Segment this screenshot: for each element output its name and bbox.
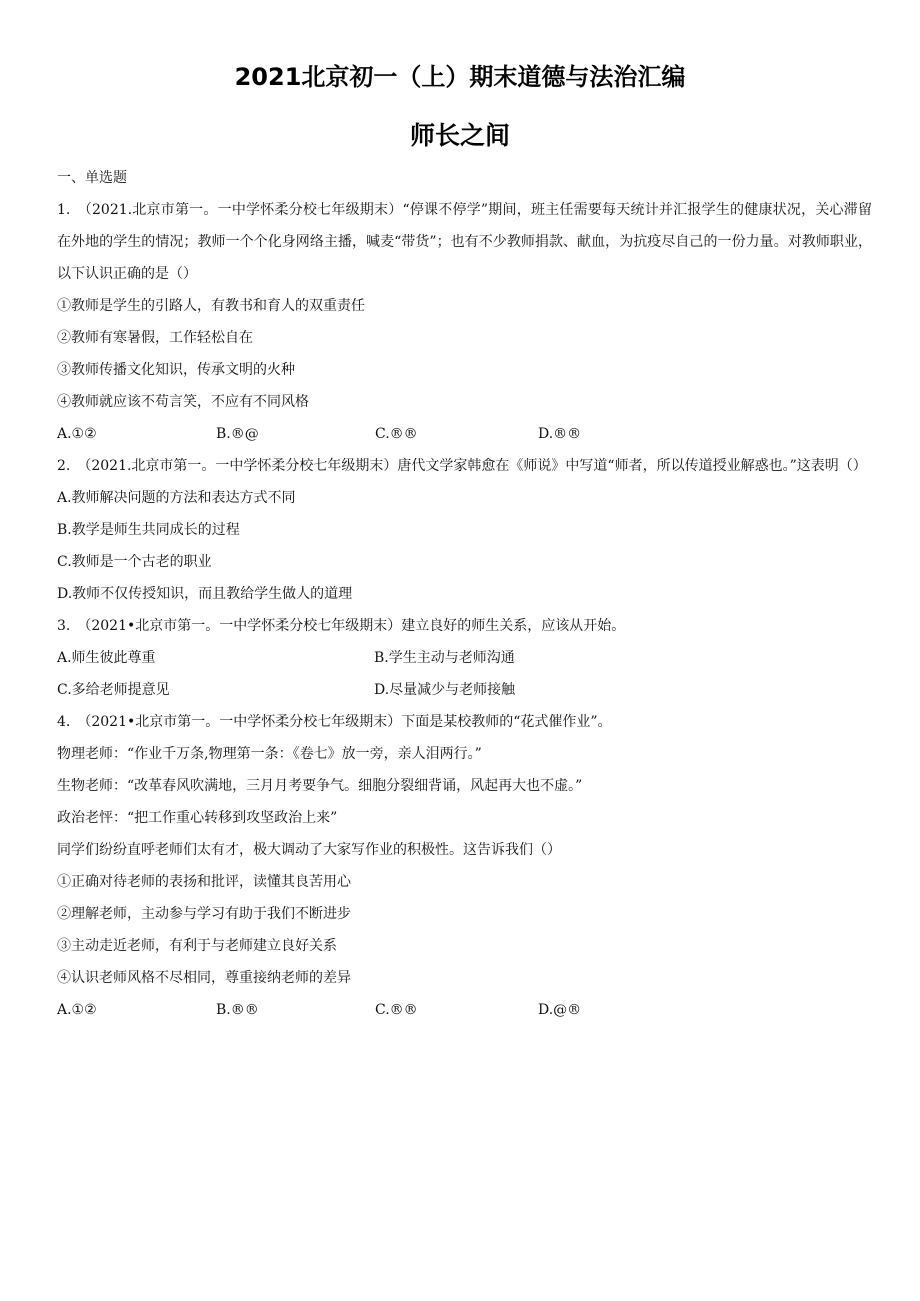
question-list — [57, 162, 872, 1026]
question-1-options — [57, 418, 872, 450]
question-4-item: ④认识老师风格不尽相同，尊重接纳老师的差异 — [57, 970, 351, 986]
option-b[interactable]: B.学生主动与老师沟通 — [374, 650, 515, 666]
option-b[interactable]: B.®® — [216, 1002, 259, 1018]
option-b[interactable]: B.®@ — [216, 426, 259, 442]
option-c[interactable]: C.教师是一个古老的职业 — [57, 554, 212, 570]
document-subtitle: 师长之间 — [409, 121, 510, 150]
question-1-item: ②教师有寒暑假，工作轻松自在 — [57, 330, 253, 346]
option-d[interactable]: D.尽量减少与老师接触 — [374, 682, 516, 698]
question-4-item: ①正确对待老师的表扬和批评，读懂其良苦用心 — [57, 874, 351, 890]
question-1-item: ④教师就应该不苟言笑，不应有不同风格 — [57, 394, 309, 410]
question-4-stem: 4. （2021•北京市第一。一中学怀柔分校七年级期末）下面是某校教师的“花式催作业”。 — [57, 714, 612, 730]
section-heading: 一、单选题 — [57, 170, 127, 186]
question-4-quote: 生物老师：“改革春风吹满地，三月月考要争气。细胞分裂细背诵，风起再大也不虚。” — [57, 778, 583, 794]
question-4-item: ③主动走近老师，有利于与老师建立良好关系 — [57, 938, 337, 954]
question-3-options-row-2 — [57, 674, 872, 706]
option-c[interactable]: C.®® — [375, 426, 418, 442]
option-a[interactable]: A.①② — [57, 1002, 97, 1018]
question-3-options-row-1 — [57, 642, 872, 674]
document-title: 2021北京初一（上）期末道德与法治汇编 — [234, 63, 686, 91]
option-a[interactable]: A.师生彼此尊重 — [57, 650, 156, 666]
option-d[interactable]: D.教师不仅传授知识，而且教给学生做人的道理 — [57, 586, 353, 602]
option-d[interactable]: D.®® — [538, 426, 582, 442]
question-2-stem: 2. （2021.北京市第一。一中学怀柔分校七年级期末）唐代文学家韩愈在《师说》中写道“师者，所以传道授业解惑也。”这表明（） — [57, 458, 867, 474]
question-4-item: ②理解老师，主动参与学习有助于我们不断进步 — [57, 906, 351, 922]
question-1-item: ③教师传播文化知识，传承文明的火种 — [57, 362, 295, 378]
option-c[interactable]: C.®® — [375, 1002, 418, 1018]
option-a[interactable]: A.教师解决问题的方法和表达方式不同 — [57, 490, 296, 506]
option-c[interactable]: C.多给老师提意见 — [57, 682, 170, 698]
option-d[interactable]: D.@® — [538, 1002, 582, 1018]
question-4-quote: 政治老怦：“把工作重心转移到攻坚政治上来” — [57, 810, 338, 826]
question-4-options — [57, 994, 872, 1026]
question-1-stem: 1. （2021.北京市第一。一中学怀柔分校七年级期末）“停课不停学”期间，班主任需要每天统计并汇报学生的健康状况，关心滞留在外地的学生的情况；教师一个个化身网络主播，喊麦“带货”；也有不少教师捐款、献血，为抗疫尽自己的一份力量。对教师职业，以下认识正确的是（） — [57, 202, 872, 282]
option-a[interactable]: A.①② — [57, 426, 97, 442]
question-4-quote: 物理老师：“作业千万条,物理第一条：《卷七》放一旁，亲人泪两行。” — [57, 746, 482, 762]
question-4-prompt: 同学们纷纷直呼老师们太有才，极大调动了大家写作业的积极性。这告诉我们（） — [57, 842, 561, 858]
option-b[interactable]: B.教学是师生共同成长的过程 — [57, 522, 240, 538]
question-3-stem: 3. （2021•北京市第一。一中学怀柔分校七年级期末）建立良好的师生关系，应该从开始。 — [57, 618, 626, 634]
question-1-item: ①教师是学生的引路人，有教书和育人的双重责任 — [57, 298, 365, 314]
